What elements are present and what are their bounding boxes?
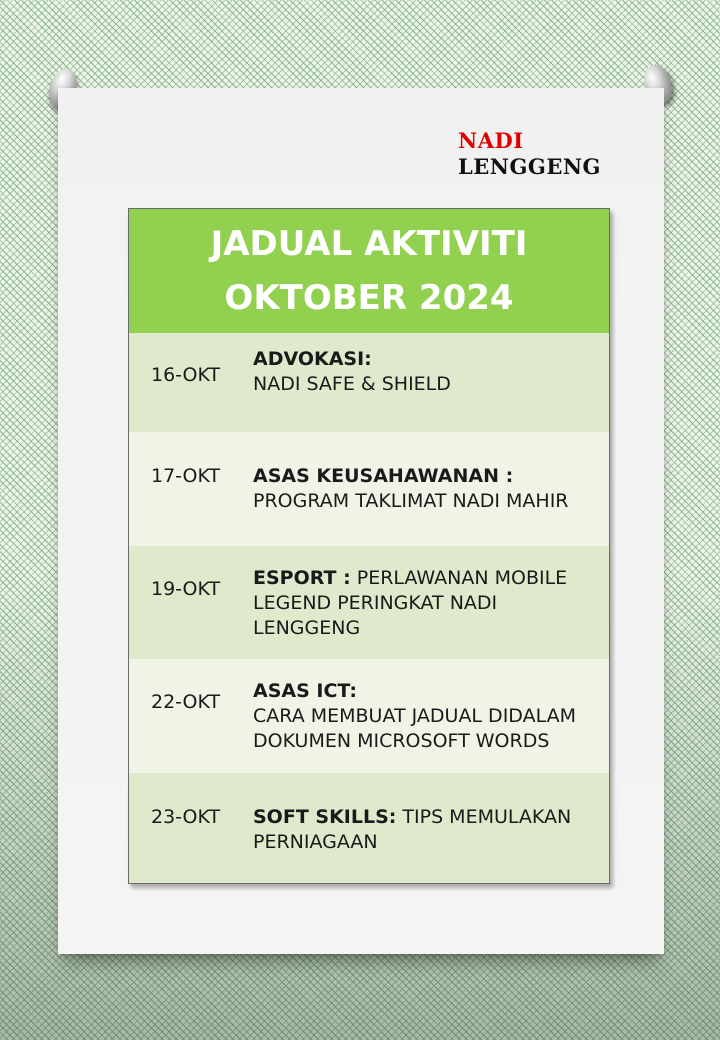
- activity-description: [253, 679, 609, 773]
- activity-description: [253, 464, 609, 546]
- logo-nadi: NADI: [458, 128, 524, 153]
- schedule-title: JADUAL AKTIVITI: [210, 224, 528, 264]
- activity-date: 19-OKT: [151, 578, 221, 600]
- activity-date: 23-OKT: [151, 806, 221, 828]
- schedule-row: [129, 432, 609, 546]
- brand-logo: [458, 128, 601, 180]
- activity-title: ASAS KEUSAHAWANAN :: [253, 465, 514, 487]
- activity-detail: PROGRAM TAKLIMAT NADI MAHIR: [253, 490, 569, 512]
- activity-title: ESPORT :: [253, 567, 351, 589]
- schedule-row: [129, 546, 609, 659]
- activity-detail: CARA MEMBUAT JADUAL DIDALAM DOKUMEN MICROSOFT WORDS: [253, 705, 576, 752]
- activity-date: 22-OKT: [151, 691, 221, 713]
- activity-schedule-table: [128, 208, 610, 884]
- schedule-row: [129, 333, 609, 432]
- activity-title: ADVOKASI:: [253, 348, 372, 370]
- activity-date: 16-OKT: [151, 364, 221, 386]
- schedule-row: [129, 773, 609, 883]
- schedule-row: [129, 659, 609, 773]
- schedule-month: OKTOBER 2024: [224, 278, 514, 318]
- activity-title: ASAS ICT:: [253, 680, 357, 702]
- activity-detail: PERLAWANAN MOBILE LEGEND PERINGKAT NADI LENGGENG: [253, 567, 568, 639]
- activity-date: 17-OKT: [151, 465, 221, 487]
- activity-description: [253, 805, 609, 883]
- schedule-header: [129, 209, 609, 333]
- activity-description: [253, 347, 609, 432]
- logo-lenggeng: LENGGENG: [458, 154, 601, 179]
- activity-detail: TIPS MEMULAKAN PERNIAGAAN: [253, 806, 572, 853]
- activity-title: SOFT SKILLS:: [253, 806, 397, 828]
- activity-description: [253, 566, 609, 659]
- activity-detail: NADI SAFE & SHIELD: [253, 373, 451, 395]
